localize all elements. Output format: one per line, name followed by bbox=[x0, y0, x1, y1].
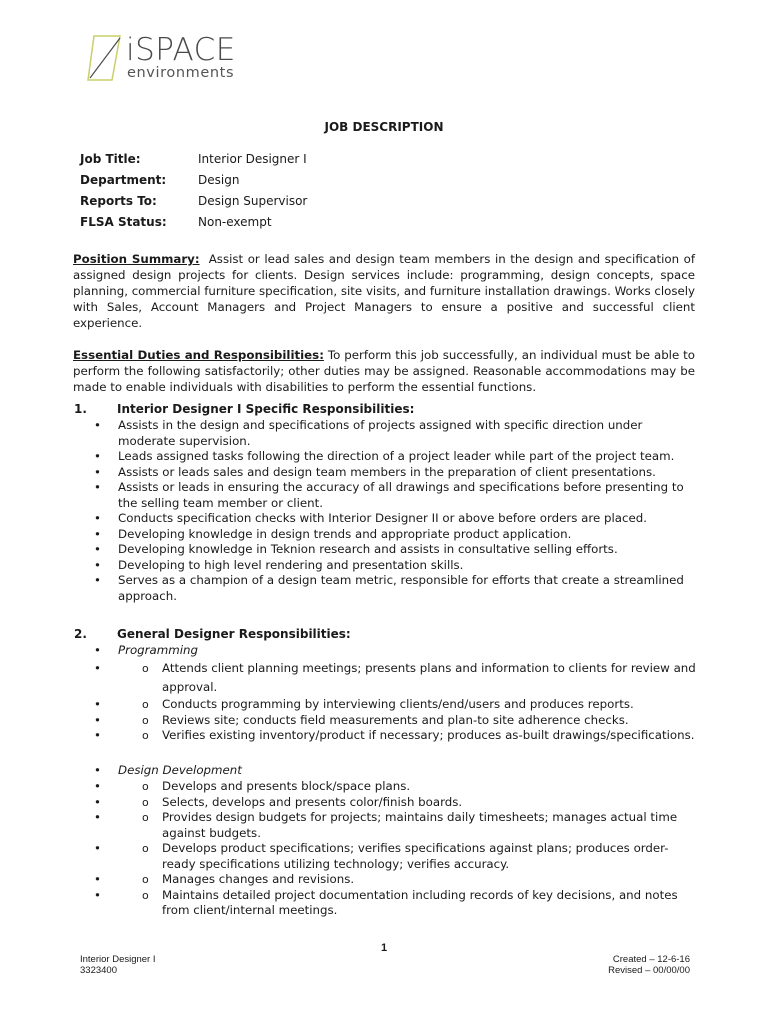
list-item-text: Manages changes and revisions. bbox=[162, 872, 355, 886]
section-2-list bbox=[90, 643, 696, 659]
list-item: • Assists in the design and specifications of projects assigned with specific direction under moderate supervision. bbox=[90, 418, 696, 449]
list-item bbox=[90, 779, 696, 795]
category-design-development-list bbox=[90, 763, 696, 779]
section-1-list bbox=[90, 418, 696, 604]
section-title: General Designer Responsibilities: bbox=[117, 627, 351, 641]
circle-bullet-icon: • o bbox=[142, 780, 149, 793]
circle-bullet-icon: • o bbox=[142, 811, 149, 824]
footer-doc-id: 3323400 bbox=[80, 965, 117, 976]
footer-doc-name: Interior Designer I bbox=[80, 954, 156, 965]
position-summary bbox=[73, 251, 695, 331]
section-number: 2. bbox=[74, 627, 87, 641]
info-label: Reports To: bbox=[80, 194, 157, 208]
section-number: 1. bbox=[74, 402, 87, 416]
essential-label: Essential Duties and Responsibilities: bbox=[73, 348, 324, 362]
info-label: Department: bbox=[80, 173, 167, 187]
list-item: • Developing to high level rendering and presentation skills. bbox=[90, 558, 696, 574]
list-item bbox=[90, 795, 696, 811]
list-item bbox=[90, 659, 696, 697]
summary-text: Assist or lead sales and design team members in the design and specification of assigned design projects for clients. Design services include: programming, design concepts, space planning, commercial furniture specification, site visits, and furniture installation drawings. Works closely with Sales, Account Managers and Project Managers to ensure a positive and successful client experience. bbox=[73, 252, 696, 330]
info-value: Non-exempt bbox=[198, 215, 272, 229]
circle-bullet-icon: • o bbox=[142, 698, 149, 711]
info-row-flsa-status bbox=[80, 215, 307, 236]
list-item-text: Develops product specifications; verifies specifications against plans; produces order-ready specifications utilizing technology; verifies accuracy. bbox=[162, 841, 669, 871]
list-item bbox=[90, 872, 696, 888]
list-item bbox=[90, 841, 696, 872]
logo-mark-icon bbox=[86, 34, 126, 82]
info-value: Design bbox=[198, 173, 240, 187]
list-item: • Developing knowledge in Teknion research and assists in consultative selling efforts. bbox=[90, 542, 696, 558]
info-label: FLSA Status: bbox=[80, 215, 167, 229]
circle-bullet-icon: • o bbox=[142, 873, 149, 886]
footer-revised: Revised – 00/00/00 bbox=[608, 965, 690, 976]
list-item: • Assists or leads in ensuring the accuracy of all drawings and specifications before presenting to the selling team member or client. bbox=[90, 480, 696, 511]
section-2-heading bbox=[74, 627, 351, 641]
list-item bbox=[90, 888, 696, 919]
list-item-text: Develops and presents block/space plans. bbox=[162, 779, 411, 793]
list-item bbox=[90, 713, 696, 729]
list-item-text: Reviews site; conducts field measurements and plan-to site adherence checks. bbox=[162, 712, 629, 727]
info-row-job-title bbox=[80, 152, 307, 173]
circle-bullet-icon: • o bbox=[142, 713, 149, 727]
circle-bullet-icon: • o bbox=[142, 795, 149, 809]
section-title: Interior Designer I Specific Responsibilities: bbox=[117, 402, 415, 416]
list-item bbox=[90, 728, 696, 744]
logo-subtitle: environments bbox=[127, 65, 235, 81]
design-development-list bbox=[90, 779, 696, 919]
list-item-text: Conducts programming by interviewing clients/end/users and produces reports. bbox=[162, 697, 634, 711]
essential-text: To perform this job successfully, an individual must be able to perform the following satisfactorily; other duties may be assigned. Reasonable accommodations may be made to enable individuals with disabilities to perform the essential functions. bbox=[73, 348, 696, 394]
footer-left bbox=[80, 954, 156, 976]
list-item: • Conducts specification checks with Interior Designer II or above before orders are placed. bbox=[90, 511, 696, 527]
info-row-department bbox=[80, 173, 307, 194]
circle-bullet-icon: • o bbox=[142, 888, 149, 902]
essential-duties bbox=[73, 347, 695, 395]
programming-list bbox=[90, 659, 696, 744]
page-number: 1 bbox=[380, 942, 388, 954]
list-item-text: Selects, develops and presents color/finish boards. bbox=[162, 794, 463, 809]
category-design-development bbox=[90, 763, 696, 779]
footer-created: Created – 12-6-16 bbox=[612, 954, 690, 965]
document-title: JOB DESCRIPTION bbox=[324, 120, 444, 134]
company-logo bbox=[86, 30, 286, 86]
category-name: Programming bbox=[118, 643, 198, 657]
category-programming bbox=[90, 643, 696, 659]
section-1-heading bbox=[74, 402, 414, 416]
list-item-text: Maintains detailed project documentation including records of key decisions, and notes from client/internal meetings. bbox=[162, 887, 678, 917]
info-value: Interior Designer I bbox=[198, 152, 307, 166]
info-value: Design Supervisor bbox=[198, 194, 308, 208]
list-item bbox=[90, 810, 696, 841]
circle-bullet-icon: • o bbox=[142, 842, 149, 855]
list-item-text: Verifies existing inventory/product if necessary; produces as-built drawings/specifications. bbox=[162, 728, 695, 742]
circle-bullet-icon: • o bbox=[142, 662, 149, 675]
list-item: • Serves as a champion of a design team metric, responsible for efforts that create a streamlined approach. bbox=[90, 573, 696, 604]
list-item: • Assists or leads sales and design team members in the preparation of client presentations. bbox=[90, 465, 696, 481]
footer-right bbox=[608, 954, 690, 976]
job-info-table bbox=[80, 152, 307, 236]
summary-label: Position Summary: bbox=[73, 252, 200, 266]
list-item: • Developing knowledge in design trends and appropriate product application. bbox=[90, 527, 696, 543]
logo-brand: iSPACE bbox=[126, 32, 236, 68]
list-item-text: Attends client planning meetings; presents plans and information to clients for review and approval. bbox=[162, 661, 696, 694]
info-row-reports-to bbox=[80, 194, 307, 215]
info-label: Job Title: bbox=[80, 152, 141, 166]
circle-bullet-icon: • o bbox=[142, 729, 149, 742]
list-item-text: Provides design budgets for projects; maintains daily timesheets; manages actual time against budgets. bbox=[162, 810, 678, 840]
category-name: Design Development bbox=[118, 763, 242, 777]
list-item: • Leads assigned tasks following the direction of a project leader while part of the project team. bbox=[90, 449, 696, 465]
list-item bbox=[90, 697, 696, 713]
